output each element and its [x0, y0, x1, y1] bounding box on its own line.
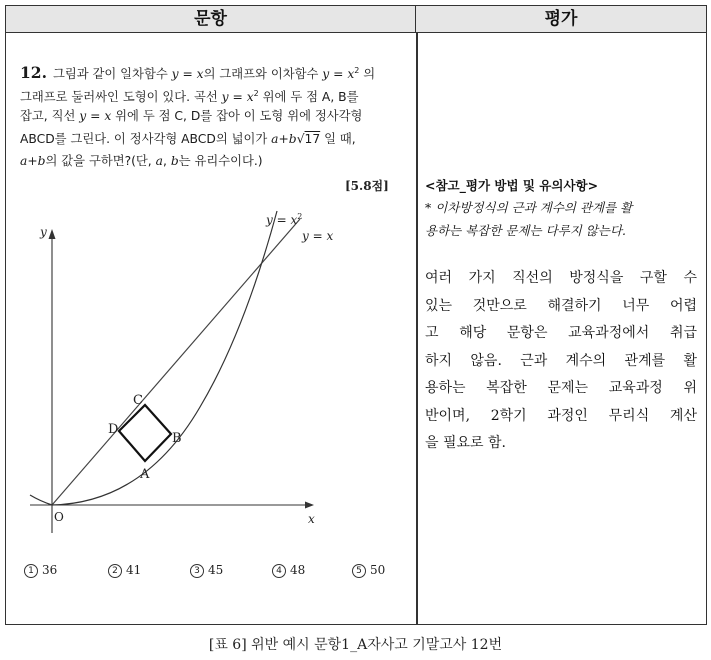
- label-curve: $y = x^2$: [266, 212, 303, 227]
- point-a-label: A: [140, 467, 150, 482]
- points-label: [5.8점]: [345, 179, 389, 193]
- evaluation-body-line: 용하는 복잡한 문제는 교육과정 위: [425, 380, 697, 396]
- question-line-4: ABCD를 그린다. 이 정사각형 ABCD의 넓이가 a+b√17 일 때,: [20, 131, 356, 146]
- label-line: y = x: [302, 229, 334, 243]
- choice-2[interactable]: [108, 563, 141, 578]
- choice-value: 45: [208, 563, 224, 577]
- origin-label: O: [54, 510, 64, 524]
- question-graph: [14, 203, 344, 533]
- choice-4[interactable]: [272, 563, 305, 578]
- header-evaluation: 평가: [544, 9, 578, 29]
- evaluation-body: [425, 265, 700, 458]
- evaluation-body-line: 하지 않음. 근과 계수의 관계를 활: [425, 352, 697, 369]
- answer-choices: [24, 563, 404, 581]
- x-axis-arrow: [305, 502, 314, 509]
- table-caption: [표 6] 위반 예시 문항1_A자사고 기말고사 12번: [208, 637, 503, 653]
- choice-marker: 4: [272, 564, 286, 578]
- choice-value: 50: [370, 563, 386, 577]
- question-text: [20, 60, 405, 173]
- parabola-y-equals-x-squared: [30, 211, 277, 505]
- y-axis-arrow: [49, 229, 56, 239]
- choice-1[interactable]: [24, 563, 57, 578]
- evaluation-body-line: 을 필요로 함.: [425, 435, 506, 451]
- question-line-5: a+b의 값을 구하면?(단, a, b는 유리수이다.): [20, 154, 263, 168]
- choice-value: 48: [290, 563, 306, 577]
- evaluation-note-line-1: * 이차방정식의 근과 계수의 관계를 활: [425, 200, 633, 215]
- header-question: 문항: [6, 6, 416, 33]
- question-line-1: 12. 그림과 같이 일차함수 y = x의 그래프와 이차함수 $y = x^2$ 의: [20, 63, 376, 83]
- evaluation-body-line: 여러 가지 직선의 방정식을 구할 수: [425, 270, 697, 286]
- choice-value: 36: [42, 563, 58, 577]
- choice-marker: 3: [190, 564, 204, 578]
- point-b-label: B: [172, 431, 182, 446]
- choice-marker: 5: [352, 564, 366, 578]
- evaluation-heading: <참고_평가 방법 및 유의사항>: [425, 178, 599, 193]
- question-line-2: 그래프로 둘러싸인 도형이 있다. 곡선 $y = x^2$ 위에 두 점 A, B를: [20, 88, 359, 104]
- table-header-row: [6, 6, 706, 33]
- choice-3[interactable]: [190, 563, 223, 578]
- evaluation-cell: [425, 175, 700, 458]
- question-line-3: 잡고, 직선 y = x 위에 두 점 C, D를 잡아 이 도형 위에 정사각형: [20, 109, 363, 123]
- square-abcd: [119, 405, 171, 461]
- evaluation-body-line: 반이며, 2학기 과정인 무리식 계산: [425, 407, 697, 424]
- column-divider: [416, 33, 418, 625]
- choice-5[interactable]: [352, 563, 385, 578]
- point-c-label: C: [133, 393, 143, 408]
- choice-value: 41: [126, 563, 142, 577]
- evaluation-body-line: 있는 것만으로 해결하기 너무 어렵: [425, 297, 697, 314]
- x-axis-label: x: [308, 512, 315, 526]
- choice-marker: 2: [108, 564, 122, 578]
- question-number: 12.: [20, 63, 47, 83]
- choice-marker: 1: [24, 564, 38, 578]
- evaluation-body-line: 고 해당 문항은 교육과정에서 취급: [425, 325, 697, 341]
- evaluation-note-line-2: 용하는 복잡한 문제는 다루지 않는다.: [425, 223, 626, 238]
- line-y-equals-x: [52, 219, 300, 505]
- point-d-label: D: [108, 422, 119, 437]
- y-axis-label: y: [40, 225, 47, 239]
